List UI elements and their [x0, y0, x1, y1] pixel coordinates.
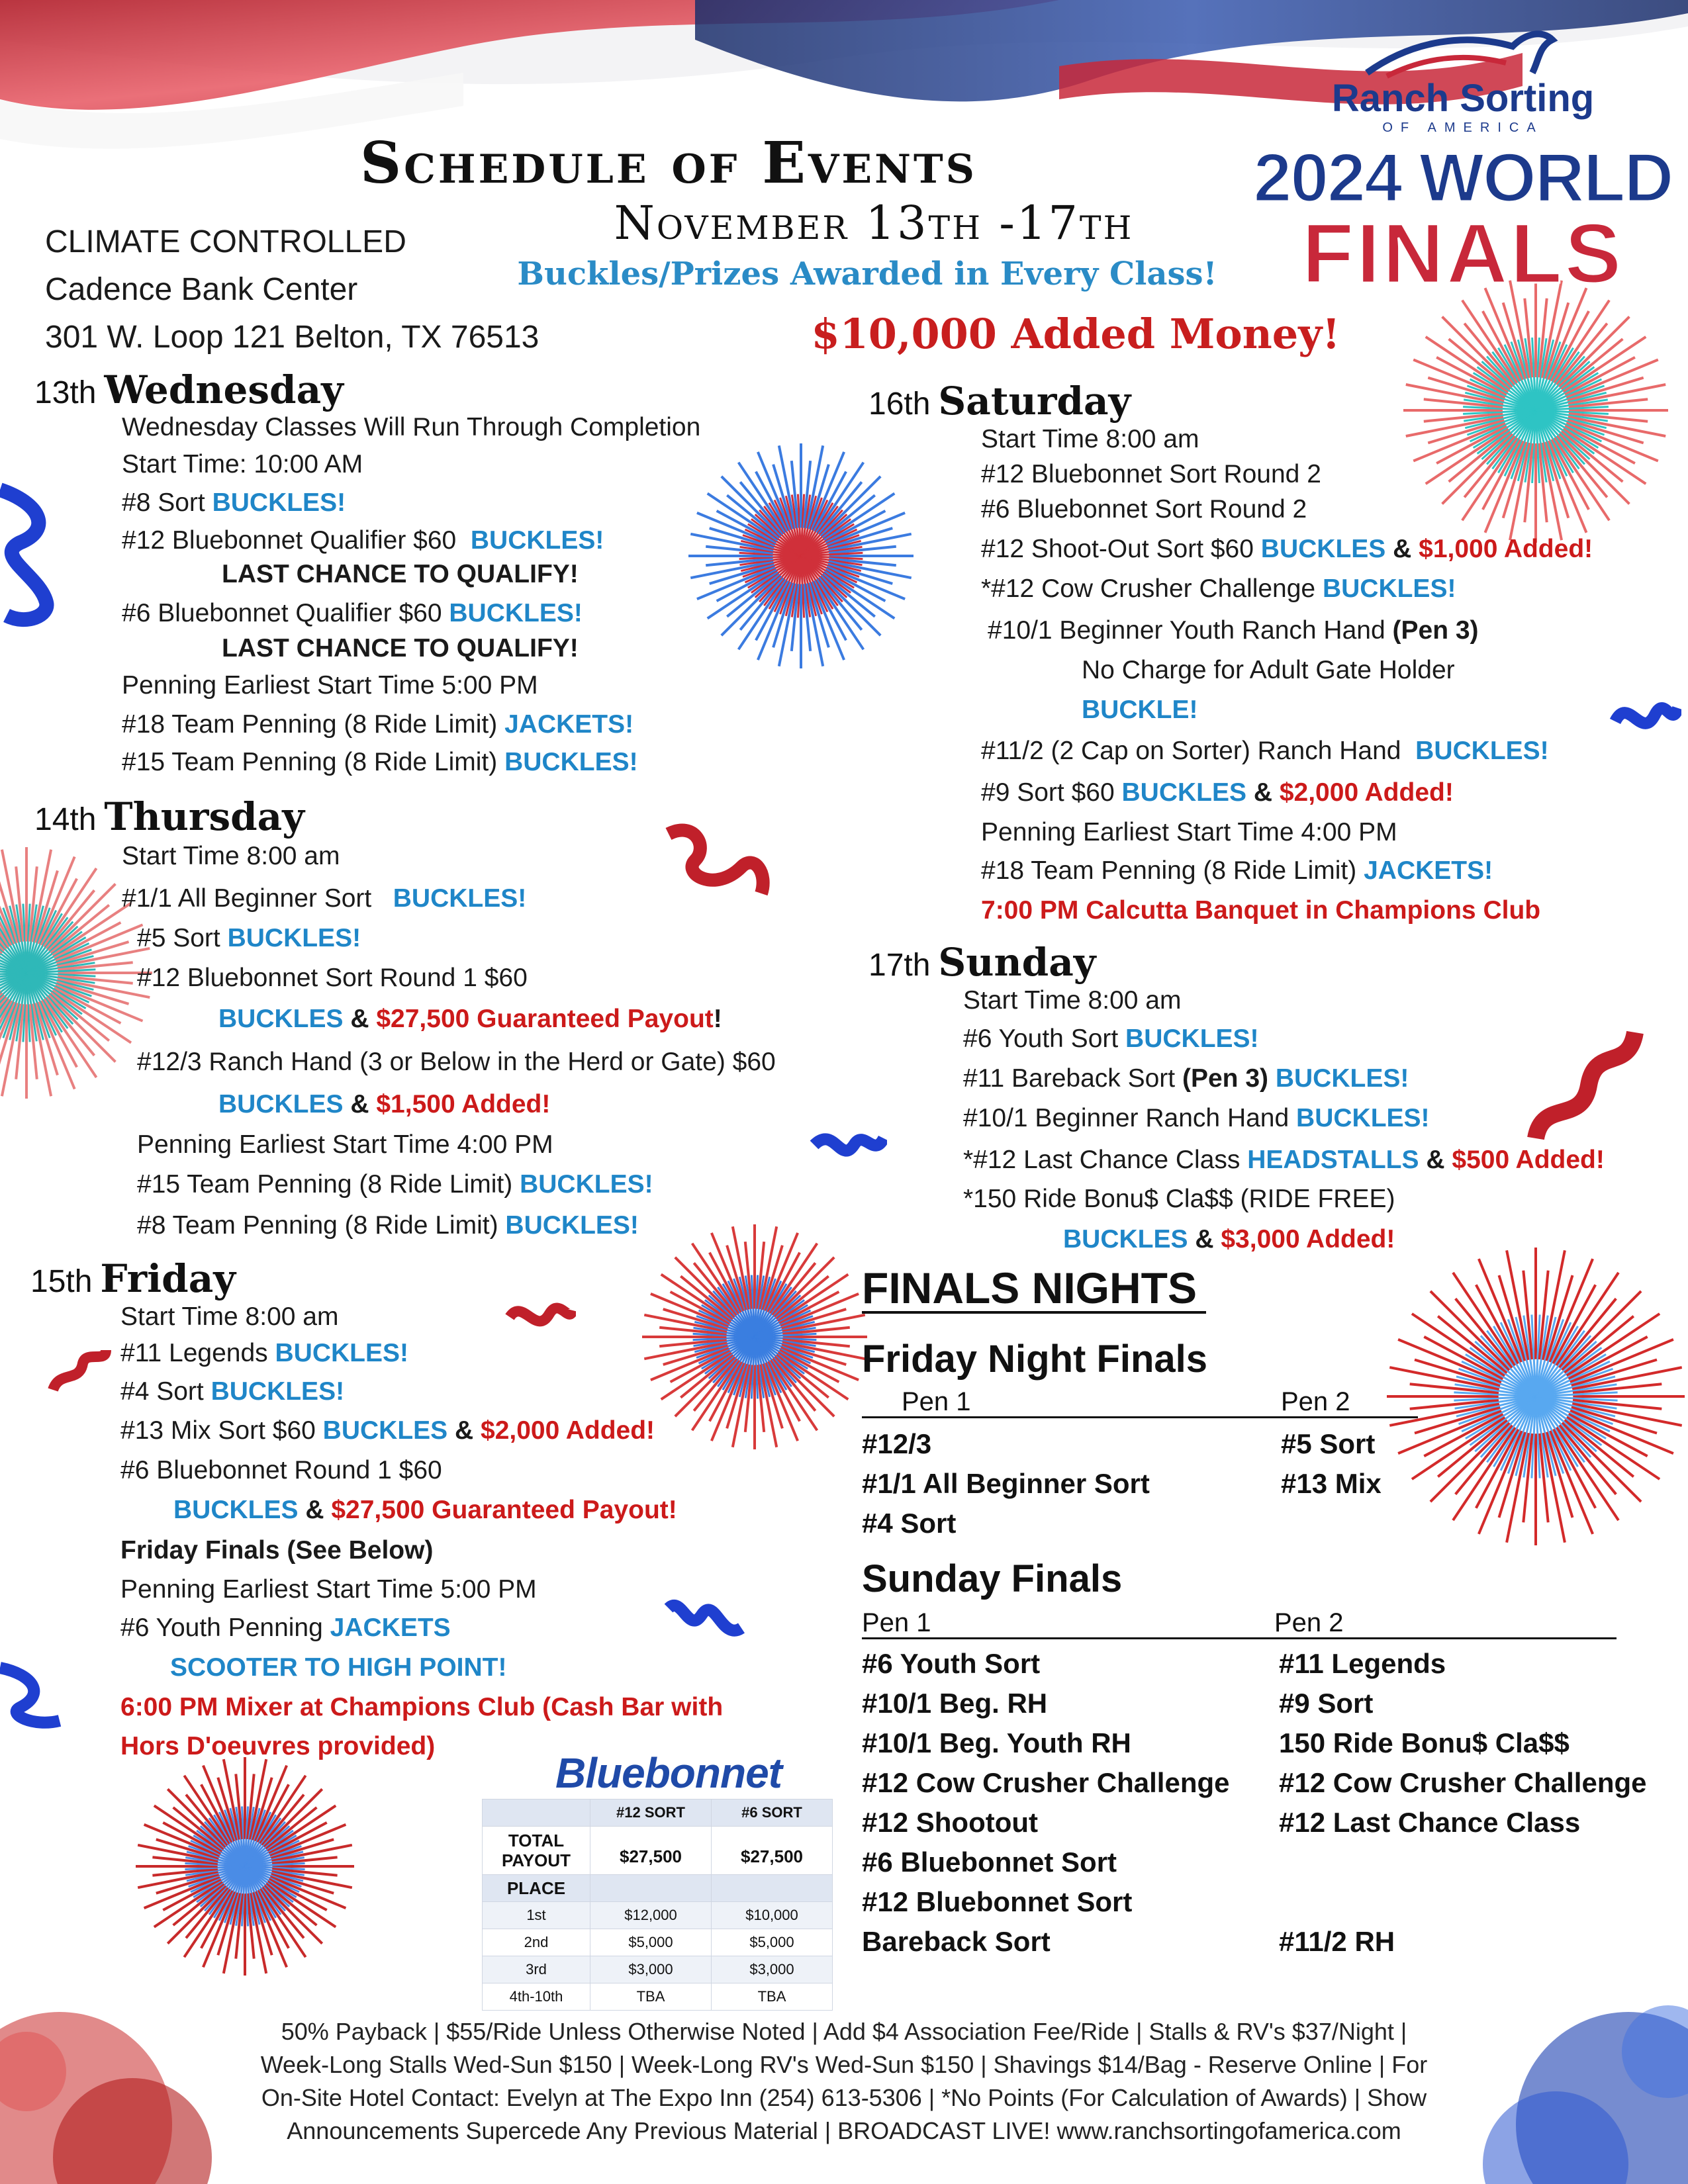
prize-highlight: BUCKLES! — [393, 884, 527, 913]
thursday-class-line — [218, 1006, 722, 1032]
class-text: Start Time 8:00 am — [122, 842, 340, 870]
sunday-pen2-item: #11 Legends — [1279, 1648, 1446, 1679]
place-cell: 4th-10th — [483, 1983, 590, 2011]
venue-address: 301 W. Loop 121 Belton, TX 76513 — [45, 320, 539, 355]
sunday-pen2-item: #11/2 RH — [1279, 1926, 1395, 1957]
venue-name: Cadence Bank Center — [45, 272, 358, 307]
venue-info — [45, 218, 539, 361]
friday-class-line — [120, 1615, 451, 1641]
payout-12-cell: TBA — [590, 1983, 712, 2011]
bluebonnet-payout-table — [482, 1799, 833, 2011]
class-text: Penning Earliest Start Time 4:00 PM — [137, 1130, 553, 1159]
class-text: #13 Mix Sort $60 — [120, 1416, 323, 1445]
class-text: #18 Team Penning (8 Ride Limit) — [122, 710, 505, 739]
sunday-class-line — [963, 987, 1181, 1013]
class-text: Penning Earliest Start Time 5:00 PM — [120, 1575, 537, 1604]
firework-blue-red-2 — [635, 1218, 874, 1456]
place-cell: 2nd — [483, 1929, 590, 1956]
bold-text: LAST CHANCE TO QUALIFY! — [222, 634, 579, 662]
table-row — [483, 1902, 833, 1929]
wednesday-class-line — [122, 600, 583, 626]
table-row — [483, 1956, 833, 1983]
blue-paint-splash — [1410, 1906, 1688, 2184]
ribbon-blue-left-1 — [0, 477, 60, 629]
page-title: Schedule of Events — [360, 130, 977, 197]
sunday-pen2-item: 150 Ride Bonu$ Cla$$ — [1279, 1727, 1570, 1758]
ribbon-blue-3 — [662, 1588, 748, 1655]
table-row-total — [483, 1827, 833, 1875]
class-text: #12 Shoot-Out Sort $60 — [981, 535, 1261, 563]
class-text: #18 Team Penning (8 Ride Limit) — [981, 856, 1364, 885]
saturday-class-line — [1082, 657, 1455, 683]
logo-brand: Ranch Sorting — [1331, 77, 1595, 120]
sunday-pen1-item: #10/1 Beg. Youth RH — [862, 1727, 1131, 1758]
prize-highlight: BUCKLES! — [227, 924, 361, 952]
sunday-pen1-item: #12 Shootout — [862, 1807, 1039, 1838]
money-highlight: $2,000 Added! — [481, 1416, 655, 1445]
wednesday-class-line — [122, 451, 363, 477]
friday-pen1-item: #12/3 — [862, 1428, 932, 1459]
money-highlight: $1,500 Added! — [376, 1090, 551, 1118]
firework-large-right — [1383, 1244, 1688, 1549]
wednesday-class-line — [222, 635, 579, 661]
friday-class-line — [120, 1537, 433, 1563]
saturday-class-line — [981, 461, 1321, 487]
total-payout-label — [483, 1827, 590, 1875]
friday-class-line — [120, 1379, 344, 1404]
prize-highlight: JACKETS — [330, 1614, 451, 1642]
prize-highlight: SCOOTER TO HIGH POINT! — [170, 1653, 507, 1682]
class-text: #12 Bluebonnet Sort Round 2 — [981, 460, 1321, 488]
class-text: #12 Bluebonnet Qualifier $60 — [122, 526, 471, 555]
saturday-class-line — [981, 576, 1456, 602]
class-text: #4 Sort — [120, 1377, 211, 1406]
sunday-pen2-item: #12 Last Chance Class — [1279, 1807, 1581, 1838]
saturday-name: Saturday — [938, 379, 1131, 424]
class-text: #1/1 All Beginner Sort — [122, 884, 393, 913]
friday-date: 15th — [30, 1264, 93, 1299]
sunday-pen1-item: #6 Youth Sort — [862, 1648, 1041, 1679]
class-text: #5 Sort — [137, 924, 228, 952]
friday-class-line — [120, 1576, 537, 1602]
class-text: #6 Youth Sort — [963, 1024, 1126, 1053]
saturday-class-line — [981, 738, 1549, 764]
event-dates: November 13th -17th — [614, 196, 1134, 250]
thursday-class-line — [137, 1132, 553, 1158]
friday-class-line — [120, 1418, 655, 1443]
sunday-class-line — [963, 1105, 1430, 1131]
sunday-pen1-item: #12 Cow Crusher Challenge — [862, 1767, 1230, 1798]
payout-12-cell: $5,000 — [590, 1929, 712, 1956]
thursday-class-line — [137, 1049, 776, 1075]
class-text: #10/1 Beginner Ranch Hand — [963, 1104, 1297, 1132]
thursday-class-line — [122, 843, 340, 869]
class-text: #6 Bluebonnet Qualifier $60 — [122, 599, 449, 627]
prize-highlight: BUCKLE! — [1082, 696, 1198, 724]
saturday-class-line — [981, 536, 1593, 562]
friday-pen2-item: #13 Mix — [1281, 1468, 1382, 1499]
bold-text: & — [447, 1416, 481, 1445]
added-money-banner: $10,000 Added Money! — [811, 310, 1340, 358]
sunday-pen1-item: #10/1 Beg. RH — [862, 1688, 1048, 1719]
table-row — [483, 1929, 833, 1956]
class-text: #6 Bluebonnet Sort Round 2 — [981, 495, 1307, 523]
saturday-class-line — [981, 819, 1397, 845]
prize-highlight: BUCKLES — [1260, 535, 1386, 563]
bold-text: & — [298, 1496, 332, 1524]
ribbon-red-1 — [662, 821, 774, 907]
wednesday-class-line — [122, 749, 638, 775]
sunday-finals-title: Sunday Finals — [862, 1557, 1123, 1600]
prize-highlight: BUCKLES — [218, 1090, 344, 1118]
sunday-class-line — [963, 1147, 1605, 1173]
friday-finals-title: Friday Night Finals — [862, 1338, 1208, 1381]
friday-pen1-item: #4 Sort — [862, 1508, 957, 1539]
place-label: PLACE — [483, 1875, 590, 1902]
prize-highlight: BUCKLES! — [1322, 574, 1456, 603]
class-text: Start Time: 10:00 AM — [122, 450, 363, 478]
friday-class-line — [120, 1304, 338, 1330]
payout-6-cell: $3,000 — [712, 1956, 833, 1983]
friday-pen-divider — [862, 1416, 1418, 1418]
firework-teal-left — [0, 841, 159, 1105]
firework-red-teal — [1397, 271, 1675, 549]
sunday-class-line — [963, 1066, 1409, 1091]
total-label-2: PAYOUT — [501, 1850, 571, 1870]
prize-highlight: BUCKLES! — [505, 1211, 639, 1240]
saturday-date: 16th — [868, 387, 931, 422]
friday-class-line — [120, 1694, 723, 1720]
friday-class-line — [120, 1733, 435, 1759]
bold-text: LAST CHANCE TO QUALIFY! — [222, 560, 579, 588]
wednesday-date: 13th — [34, 375, 97, 410]
prize-highlight: BUCKLES! — [1415, 737, 1549, 765]
place-blank-6 — [712, 1875, 833, 1902]
sunday-pen2-item: #9 Sort — [1279, 1688, 1374, 1719]
buckles-tagline: Buckles/Prizes Awarded in Every Class! — [517, 255, 1217, 293]
class-text: Start Time 8:00 am — [963, 986, 1182, 1015]
class-text: #6 Youth Penning — [120, 1614, 330, 1642]
prize-highlight: BUCKLES! — [1125, 1024, 1259, 1053]
friday-class-line — [120, 1340, 408, 1366]
bold-text: & — [343, 1090, 377, 1118]
saturday-class-line — [981, 858, 1493, 884]
sunday-pen-divider — [862, 1637, 1617, 1639]
bold-text: & — [1188, 1225, 1221, 1253]
prize-highlight: BUCKLES — [173, 1496, 299, 1524]
world-finals-logo — [1248, 26, 1678, 301]
prize-highlight: BUCKLES! — [504, 748, 638, 776]
prize-highlight: BUCKLES — [218, 1005, 344, 1033]
friday-pen1-label: Pen 1 — [902, 1387, 971, 1416]
sunday-pen1-label: Pen 1 — [862, 1608, 931, 1637]
ribbon-red-2 — [503, 1291, 576, 1350]
table-row — [483, 1983, 833, 2011]
saturday-class-line — [981, 780, 1454, 805]
friday-class-line — [173, 1497, 677, 1523]
ribbon-blue-4 — [0, 1655, 66, 1734]
wednesday-name: Wednesday — [104, 367, 344, 412]
class-text: Penning Earliest Start Time 5:00 PM — [122, 671, 538, 700]
wednesday-class-line — [122, 527, 604, 553]
bold-text: (Pen 3) — [1182, 1064, 1276, 1093]
friday-pen1-item: #1/1 All Beginner Sort — [862, 1468, 1150, 1499]
footer-info: 50% Payback | $55/Ride Unless Otherwise Noted | Add $4 Association Fee/Ride | Stalls & RV's $37/Night | Week-Long Stalls Wed-Sun $150 | Week-Long RV's Wed-Sun $150 | Shavings $14/Bag - Reserve Online | For On-Site Hotel Contact: Evelyn at The Expo Inn (254) 613-5306 | *No Points (For Calculation of Awards) | Show Announcements Supercede Any Previous Material | BROADCAST LIVE! www.ranchsortingofamerica.com — [260, 2018, 1428, 2144]
money-highlight: $500 Added! — [1452, 1146, 1605, 1174]
money-highlight: Hors D'oeuvres provided) — [120, 1732, 436, 1760]
money-highlight: $1,000 Added! — [1419, 535, 1593, 563]
wednesday-heading — [34, 367, 344, 412]
prize-highlight: JACKETS! — [504, 710, 634, 739]
class-text: #8 Team Penning (8 Ride Limit) — [137, 1211, 506, 1240]
total-label-1: TOTAL — [508, 1831, 565, 1850]
prize-highlight: BUCKLES! — [520, 1170, 653, 1199]
saturday-class-line — [988, 617, 1479, 643]
thursday-name: Thursday — [104, 794, 305, 839]
payout-6-cell: $10,000 — [712, 1902, 833, 1929]
class-text: No Charge for Adult Gate Holder — [1082, 656, 1455, 684]
prize-highlight: BUCKLES — [1121, 778, 1246, 807]
saturday-class-line — [981, 496, 1307, 522]
money-highlight: $3,000 Added! — [1221, 1225, 1395, 1253]
bold-text: Friday Finals (See Below) — [120, 1536, 434, 1565]
ribbon-blue-2 — [808, 1112, 887, 1178]
friday-name: Friday — [100, 1256, 236, 1301]
ribbon-red-3 — [46, 1343, 113, 1403]
logo-finals: FINALS — [1301, 206, 1624, 301]
saturday-heading — [868, 379, 1131, 424]
table-header-12-sort: #12 SORT — [590, 1799, 712, 1827]
sunday-pen2-item: #12 Cow Crusher Challenge — [1279, 1767, 1647, 1798]
ribbon-blue-5 — [1609, 682, 1681, 754]
payout-6-cell: TBA — [712, 1983, 833, 2011]
thursday-date: 14th — [34, 802, 97, 837]
sunday-class-line — [963, 1026, 1259, 1052]
firework-blue-red-1 — [682, 437, 920, 675]
money-highlight: $2,000 Added! — [1279, 778, 1454, 807]
sunday-pen1-item: #12 Bluebonnet Sort — [862, 1886, 1133, 1917]
total-payout-6: $27,500 — [712, 1827, 833, 1875]
thursday-class-line — [137, 965, 528, 991]
thursday-heading — [34, 794, 305, 839]
class-text: Penning Earliest Start Time 4:00 PM — [981, 818, 1397, 846]
bold-text: & — [1246, 778, 1280, 807]
sunday-name: Sunday — [938, 940, 1096, 985]
friday-pen2-label: Pen 2 — [1281, 1387, 1350, 1416]
wednesday-class-line — [122, 414, 700, 440]
bold-text: ! — [713, 1005, 722, 1033]
prize-highlight: BUCKLES! — [1275, 1064, 1409, 1093]
bold-text: & — [343, 1005, 377, 1033]
wednesday-class-line — [122, 672, 538, 698]
thursday-class-line — [122, 886, 526, 911]
place-blank-12 — [590, 1875, 712, 1902]
money-highlight: $27,500 Guaranteed Payout! — [331, 1496, 677, 1524]
bold-text: (Pen 3) — [1392, 616, 1479, 645]
place-cell: 3rd — [483, 1956, 590, 1983]
sunday-pen1-item: Bareback Sort — [862, 1926, 1051, 1957]
class-text: Start Time 8:00 am — [120, 1302, 339, 1331]
money-highlight: 6:00 PM Mixer at Champions Club (Cash Bar with — [120, 1693, 724, 1721]
sunday-class-line — [1063, 1226, 1395, 1252]
class-text: *150 Ride Bonu$ Cla$$ (RIDE FREE) — [963, 1185, 1395, 1213]
thursday-class-line — [137, 925, 361, 951]
prize-highlight: BUCKLES! — [1296, 1104, 1430, 1132]
prize-highlight: BUCKLES — [1063, 1225, 1188, 1253]
class-text: #11 Bareback Sort — [963, 1064, 1182, 1093]
thursday-class-line — [218, 1091, 550, 1117]
class-text: *#12 Cow Crusher Challenge — [981, 574, 1323, 603]
place-cell: 1st — [483, 1902, 590, 1929]
bold-text: & — [1419, 1146, 1452, 1174]
table-header-6-sort: #6 SORT — [712, 1799, 833, 1827]
class-text: #8 Sort — [122, 488, 212, 517]
sunday-date: 17th — [868, 948, 931, 983]
prize-highlight: BUCKLES! — [211, 1377, 345, 1406]
saturday-class-line — [981, 426, 1199, 452]
thursday-class-line — [137, 1171, 653, 1197]
wednesday-class-line — [122, 490, 346, 516]
prize-highlight: BUCKLES! — [449, 599, 583, 627]
payout-12-cell: $12,000 — [590, 1902, 712, 1929]
thursday-class-line — [137, 1212, 639, 1238]
sunday-pen1-item: #6 Bluebonnet Sort — [862, 1846, 1117, 1878]
finals-nights-heading: FINALS NIGHTS — [862, 1265, 1206, 1314]
class-text: #10/1 Beginner Youth Ranch Hand — [988, 616, 1393, 645]
money-highlight: $27,500 Guaranteed Payout — [376, 1005, 714, 1033]
prize-highlight: BUCKLES — [322, 1416, 448, 1445]
prize-highlight: HEADSTALLS — [1247, 1146, 1419, 1174]
bold-text: & — [1385, 535, 1419, 563]
prize-highlight: BUCKLES! — [212, 488, 346, 517]
friday-heading — [30, 1256, 236, 1301]
prize-highlight: BUCKLES! — [275, 1339, 408, 1367]
ribbon-red-4 — [1523, 1019, 1648, 1152]
class-text: #11 Legends — [120, 1339, 275, 1367]
class-text: #15 Team Penning (8 Ride Limit) — [122, 748, 505, 776]
prize-highlight: BUCKLES! — [470, 526, 604, 555]
sunday-heading — [868, 940, 1096, 985]
money-highlight: 7:00 PM Calcutta Banquet in Champions Club — [981, 896, 1541, 925]
wednesday-class-line — [122, 711, 633, 737]
class-text: #12/3 Ranch Hand (3 or Below in the Herd or Gate) $60 — [137, 1048, 776, 1076]
class-text: #6 Bluebonnet Round 1 $60 — [120, 1456, 442, 1484]
friday-class-line — [170, 1655, 506, 1680]
class-text: Wednesday Classes Will Run Through Completion — [122, 413, 701, 441]
bluebonnet-logo: Bluebonnet — [555, 1749, 782, 1797]
class-text: *#12 Last Chance Class — [963, 1146, 1248, 1174]
friday-pen2-item: #5 Sort — [1281, 1428, 1376, 1459]
wednesday-class-line — [222, 561, 579, 587]
saturday-class-line — [1082, 697, 1197, 723]
firework-bottom-left — [132, 1754, 357, 1979]
sunday-class-line — [963, 1186, 1395, 1212]
logo-brand-sub: OF AMERICA — [1382, 120, 1544, 135]
sunday-pen2-label: Pen 2 — [1274, 1608, 1344, 1637]
venue-climate: CLIMATE CONTROLLED — [45, 224, 406, 259]
friday-class-line — [120, 1457, 442, 1483]
total-payout-12: $27,500 — [590, 1827, 712, 1875]
class-text: #11/2 (2 Cap on Sorter) Ranch Hand — [981, 737, 1416, 765]
class-text: #15 Team Penning (8 Ride Limit) — [137, 1170, 520, 1199]
prize-highlight: JACKETS! — [1364, 856, 1493, 885]
saturday-class-line — [981, 897, 1540, 923]
payout-6-cell: $5,000 — [712, 1929, 833, 1956]
payout-12-cell: $3,000 — [590, 1956, 712, 1983]
class-text: #9 Sort $60 — [981, 778, 1122, 807]
table-header-blank — [483, 1799, 590, 1827]
class-text: #12 Bluebonnet Sort Round 1 $60 — [137, 964, 528, 992]
logo-2024-world: 2024 WORLD — [1253, 140, 1673, 216]
class-text: Start Time 8:00 am — [981, 425, 1199, 453]
